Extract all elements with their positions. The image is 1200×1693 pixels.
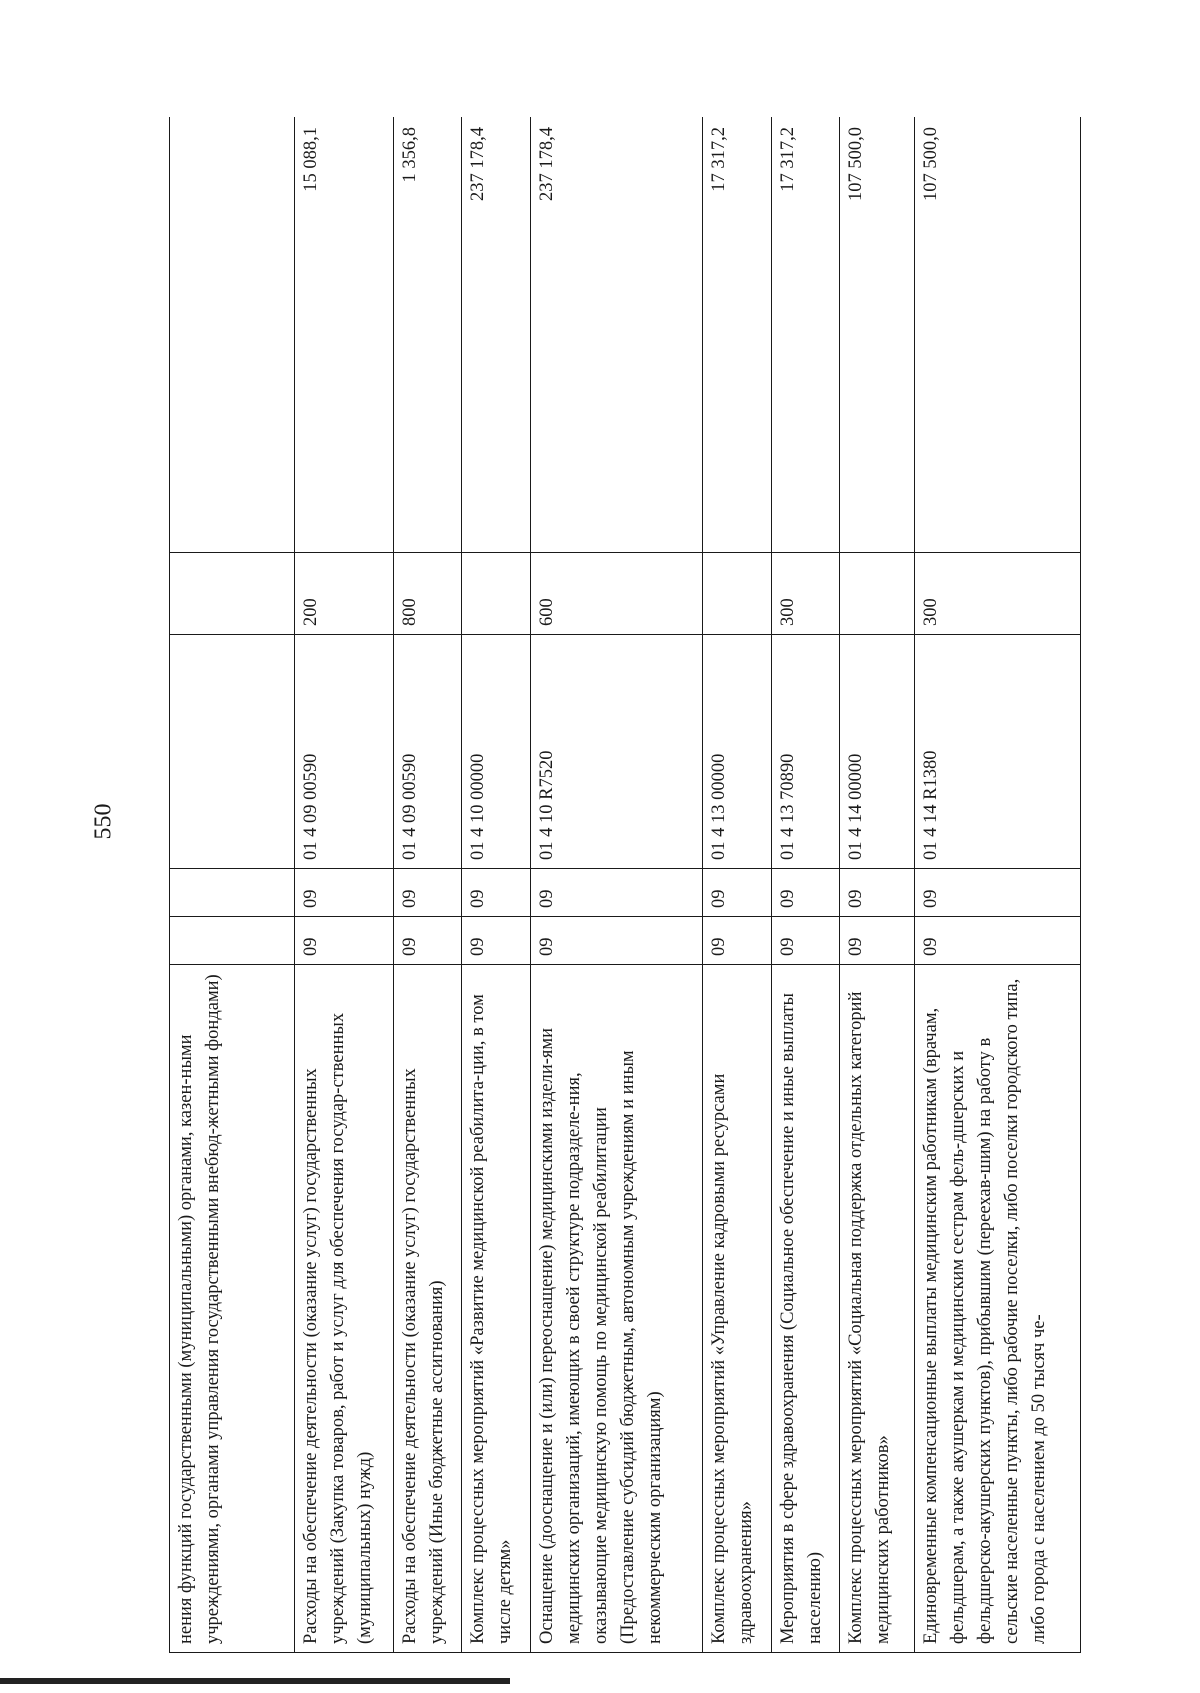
row-expense-type bbox=[703, 553, 772, 635]
row-target-code bbox=[170, 635, 295, 869]
table-row bbox=[462, 117, 531, 1653]
row-target-code: 01 4 10 R7520 bbox=[530, 635, 702, 869]
row-subsection: 09 bbox=[462, 869, 531, 917]
budget-table-container bbox=[169, 117, 1081, 1653]
row-name: Комплекс процессных мероприятий «Развитие медицинской реабилита-ции, в том числе детям» bbox=[462, 965, 531, 1653]
table-row bbox=[703, 117, 772, 1653]
row-name: Комплекс процессных мероприятий «Управление кадровыми ресурсами здравоохранения» bbox=[703, 965, 772, 1653]
row-section: 09 bbox=[840, 917, 915, 965]
row-subsection: 09 bbox=[393, 869, 462, 917]
row-target-code: 01 4 14 R1380 bbox=[914, 635, 1080, 869]
row-amount: 107 500,0 bbox=[914, 117, 1080, 553]
row-name: Единовременные компенсационные выплаты медицинским работникам (врачам, фельдшерам, а также акушеркам и медицинским сестрам фель-дшерских и фельдшерско-акушерских пунктов), прибывшим (переехав-шим) на работу в сельские населенные пункты, либо рабочие поселки, либо поселки городского типа, либо города с населением до 50 тысяч че- bbox=[914, 965, 1080, 1653]
row-amount: 237 178,4 bbox=[462, 117, 531, 553]
table-row bbox=[530, 117, 702, 1653]
row-section bbox=[170, 917, 295, 965]
row-target-code: 01 4 09 00590 bbox=[393, 635, 462, 869]
row-subsection: 09 bbox=[771, 869, 840, 917]
row-target-code: 01 4 13 70890 bbox=[771, 635, 840, 869]
row-expense-type bbox=[840, 553, 915, 635]
row-name: Расходы на обеспечение деятельности (оказание услуг) государственных учреждений (Иные бюджетные ассигнования) bbox=[393, 965, 462, 1653]
bottom-rule bbox=[0, 1678, 510, 1684]
row-section: 09 bbox=[914, 917, 1080, 965]
row-section: 09 bbox=[771, 917, 840, 965]
row-expense-type bbox=[462, 553, 531, 635]
table-row bbox=[914, 117, 1080, 1653]
page-number: 550 bbox=[90, 803, 117, 840]
row-subsection bbox=[170, 869, 295, 917]
row-expense-type bbox=[170, 553, 295, 635]
row-target-code: 01 4 13 00000 bbox=[703, 635, 772, 869]
row-amount: 17 317,2 bbox=[771, 117, 840, 553]
row-section: 09 bbox=[295, 917, 393, 965]
row-amount bbox=[170, 117, 295, 553]
row-name: Мероприятия в сфере здравоохранения (Социальное обеспечение и иные выплаты населению) bbox=[771, 965, 840, 1653]
row-name: Оснащение (дооснащение и (или) переоснащение) медицинскими издели-ями медицинских организаций, имеющих в своей структуре подразделе-ния, оказывающие медицинскую помощь по медицинской реабилитации (Предоставление субсидий бюджетным, автономным учреждениям и иным некоммерческим организациям) bbox=[530, 965, 702, 1653]
row-subsection: 09 bbox=[914, 869, 1080, 917]
row-name: нения функций государственными (муниципальными) органами, казен-ными учреждениями, органами управления государственными внебюд-жетными фондами) bbox=[170, 965, 295, 1653]
row-amount: 107 500,0 bbox=[840, 117, 915, 553]
row-expense-type: 300 bbox=[771, 553, 840, 635]
row-expense-type: 600 bbox=[530, 553, 702, 635]
row-name: Расходы на обеспечение деятельности (оказание услуг) государственных учреждений (Закупка товаров, работ и услуг для обеспечения государ-ственных (муниципальных) нужд) bbox=[295, 965, 393, 1653]
row-amount: 17 317,2 bbox=[703, 117, 772, 553]
row-name: Комплекс процессных мероприятий «Социальная поддержка отдельных категорий медицинских работников» bbox=[840, 965, 915, 1653]
table-row bbox=[170, 117, 295, 1653]
row-amount: 1 356,8 bbox=[393, 117, 462, 553]
row-amount: 237 178,4 bbox=[530, 117, 702, 553]
row-subsection: 09 bbox=[530, 869, 702, 917]
row-amount: 15 088,1 bbox=[295, 117, 393, 553]
table-row bbox=[295, 117, 393, 1653]
row-subsection: 09 bbox=[840, 869, 915, 917]
row-section: 09 bbox=[703, 917, 772, 965]
table-row bbox=[840, 117, 915, 1653]
row-section: 09 bbox=[393, 917, 462, 965]
row-section: 09 bbox=[462, 917, 531, 965]
row-subsection: 09 bbox=[703, 869, 772, 917]
table-row bbox=[771, 117, 840, 1653]
row-subsection: 09 bbox=[295, 869, 393, 917]
row-section: 09 bbox=[530, 917, 702, 965]
row-target-code: 01 4 14 00000 bbox=[840, 635, 915, 869]
table-row bbox=[393, 117, 462, 1653]
row-expense-type: 200 bbox=[295, 553, 393, 635]
row-expense-type: 300 bbox=[914, 553, 1080, 635]
row-target-code: 01 4 10 00000 bbox=[462, 635, 531, 869]
row-target-code: 01 4 09 00590 bbox=[295, 635, 393, 869]
budget-table bbox=[169, 117, 1081, 1653]
row-expense-type: 800 bbox=[393, 553, 462, 635]
